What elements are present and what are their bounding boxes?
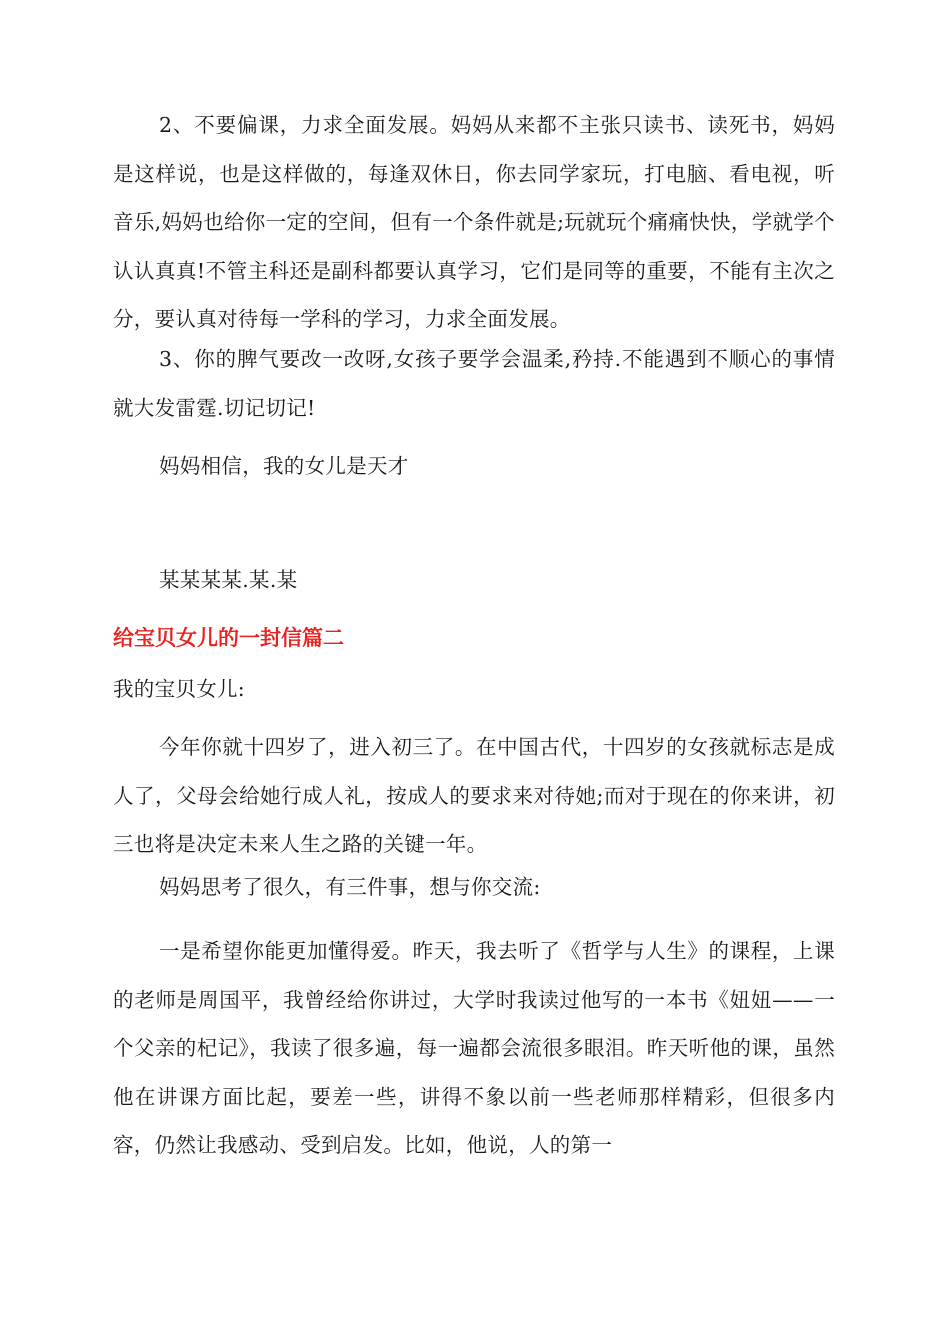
paragraph-point-2: 2、不要偏课，力求全面发展。妈妈从来都不主张只读书、读死书，妈妈是这样说，也是这样做的，每逢双休日，你去同学家玩，打电脑、看电视，听音乐,妈妈也给你一定的空间，但有一个条件就是;玩就玩个痛痛快快，学就学个认认真真!不管主科还是副科都要认真学习，它们是同等的重要，不能有主次之分，要认真对待每一学科的学习，力求全面发展。 bbox=[113, 113, 835, 331]
paragraph-three-things: 妈妈思考了很久，有三件事，想与你交流: bbox=[159, 875, 541, 899]
section-heading: 给宝贝女儿的一封信篇二 bbox=[113, 626, 344, 650]
salutation: 我的宝贝女儿: bbox=[113, 677, 246, 701]
paragraph-intro: 今年你就十四岁了，进入初三了。在中国古代，十四岁的女孩就标志是成人了，父母会给她行成人礼，按成人的要求来对待她;而对于现在的你来讲，初三也将是决定未来人生之路的关键一年。 bbox=[113, 735, 835, 856]
paragraph-belief: 妈妈相信，我的女儿是天才 bbox=[159, 454, 409, 478]
paragraph-love: 一是希望你能更加懂得爱。昨天，我去听了《哲学与人生》的课程，上课的老师是周国平，我曾经给你讲过，大学时我读过他写的一本书《妞妞——一个父亲的杞记》，我读了很多遍，每一遍都会流很多眼泪。昨天听他的课，虽然他在讲课方面比起，要差一些，讲得不象以前一些老师那样精彩，但很多内容，仍然让我感动、受到启发。比如，他说，人的第一 bbox=[113, 939, 835, 1157]
signature: 某某某某.某.某 bbox=[159, 568, 298, 592]
paragraph-point-3: 3、你的脾气要改一改呀,女孩子要学会温柔,矜持.不能遇到不顺心的事情就大发雷霆.切记切记! bbox=[113, 347, 835, 420]
